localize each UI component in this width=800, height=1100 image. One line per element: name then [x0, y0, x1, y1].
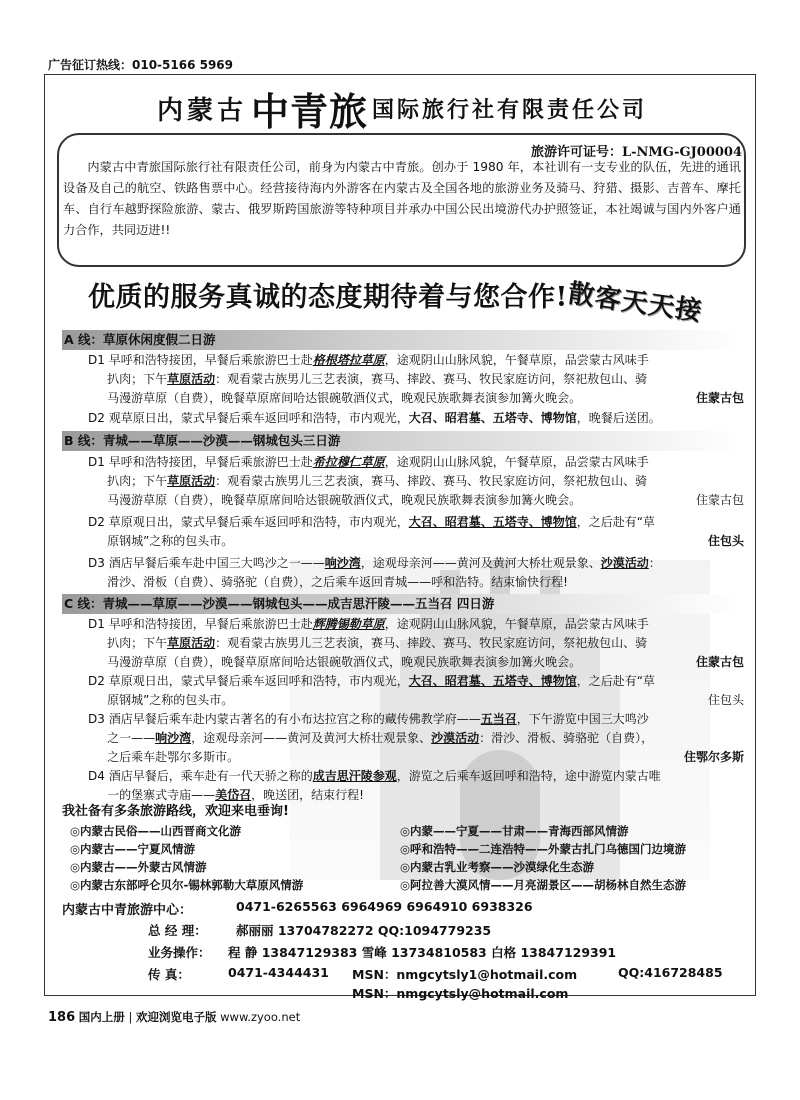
- center-label: 内蒙古中青旅游中心：: [62, 903, 193, 918]
- title-part-1: 内蒙古: [156, 95, 247, 126]
- gm-label: 总 经 理：: [148, 923, 207, 938]
- fax-number: 0471-4344431: [228, 965, 329, 980]
- route-c-day1-stay: 住蒙古包: [695, 655, 744, 669]
- route-c-day3-stay: 住鄂尔多斯: [683, 750, 744, 764]
- walk-in-stamp: 散客天天接: [566, 278, 705, 328]
- license-value: L-NMG-GJ00004: [621, 145, 742, 160]
- route-a-day2: D2 观草原日出，蒙式早餐后乘车返回呼和浩特，市内观光，大召、昭君墓、五塔寺、博物馆，晚餐后送团。: [88, 411, 661, 425]
- ops-label: 业务操作：: [148, 945, 211, 960]
- route-b-day3: D3 酒店早餐后乘车赴中国三大鸣沙之一——响沙湾，途观母亲河——黄河及黄河大桥壮观景象、沙漠活动： 滑沙、滑板（自费）、骑骆驼（自费），之后乘车返回青城——呼和浩特。结束愉快行程!: [88, 556, 661, 589]
- route-c-day4: D4 酒店早餐后，乘车赴有一代天骄之称的成吉思汗陵参观，游览之后乘车返回呼和浩特，途中游览内蒙古唯 一的堡寨式寺庙——美岱召，晚送团，结束行程!: [88, 769, 661, 802]
- title-part-3: 国际旅行社有限责任公司: [372, 96, 648, 123]
- route-b-day1-stay: 住蒙古包: [695, 493, 744, 507]
- more-routes-heading: 我社备有多条旅游路线，欢迎来电垂询!: [62, 804, 289, 819]
- footer-url[interactable]: www.zyoo.net: [220, 1010, 301, 1024]
- footer-section: 国内上册: [78, 1010, 125, 1024]
- page-number: 186: [48, 1010, 76, 1025]
- footer-text: 欢迎浏览电子版: [135, 1010, 217, 1024]
- ops-contacts: 程 静 13847129383 雪峰 13734810583 白格 13847129391: [228, 945, 617, 960]
- title-part-2: 中青旅: [250, 89, 368, 134]
- extra-route: ◎呼和浩特——二连浩特——外蒙古扎门乌德国门边境游: [400, 842, 687, 856]
- extra-route: ◎内蒙——宁夏——甘肃——青海西部风情游: [400, 824, 629, 838]
- company-title: [62, 84, 742, 132]
- route-b-day2: D2 草原观日出，蒙式早餐后乘车返回呼和浩特，市内观光，大召、昭君墓、五塔寺、博物馆，之后赴有“草 原钢城”之称的包头市。: [88, 515, 655, 548]
- extra-route: ◎内蒙古东部呼仑贝尔-锡林郭勒大草原风情游: [70, 878, 304, 892]
- route-a-heading: A 线：草原休闲度假二日游: [62, 330, 742, 350]
- extra-route: ◎内蒙古民俗——山西晋商文化游: [70, 824, 242, 838]
- msn-2: MSN：nmgcytsly@hotmail.com: [352, 986, 569, 1001]
- license-label: 旅游许可证号：: [530, 145, 622, 160]
- msn-1: MSN：nmgcytsly1@hotmail.com: [352, 967, 578, 982]
- company-intro: 内蒙古中青旅国际旅行社有限责任公司，前身为内蒙古中青旅。创办于 1980 年，本社训有一支专业的队伍，先进的通讯设备及自己的航空、铁路售票中心。经营接待海内外游客在内蒙古及全国各地的旅游业务及骑马、狩猎、摄影、吉普车、摩托车、自行车越野探险旅游、蒙古、俄罗斯跨国旅游等特种项目并承办中国公民出境游代办护照签证，本社竭诚与国内外客户通力合作，共同迈进!!: [63, 160, 741, 237]
- extra-route: ◎内蒙古乳业考察——沙漠绿化生态游: [400, 860, 595, 874]
- route-a-day1: D1 早呼和浩特接团，早餐后乘旅游巴士赴格根塔拉草原，途观阴山山脉风貌，午餐草原，品尝蒙古风味手 扒肉；下午草原活动：观看蒙古族男儿三艺表演，赛马、摔跤、赛马、牧民家庭访问，祭祀敖包山、骑 马漫游草原（自费），晚餐草原席间哈达银碗敬酒仪式，晚观民族歌舞表演参加篝火晚会。: [88, 353, 649, 405]
- route-b-day1: D1 早呼和浩特接团，早餐后乘旅游巴士赴希拉穆仁草原，途观阴山山脉风貌，午餐草原，品尝蒙古风味手 扒肉；下午草原活动：观看蒙古族男儿三艺表演，赛马、摔跤、赛马、牧民家庭访问，祭祀敖包山、骑 马漫游草原（自费），晚餐草原席间哈达银碗敬酒仪式，晚观民族歌舞表演参加篝火晚会。: [88, 455, 649, 507]
- route-b-heading: B 线：青城——草原——沙漠——钢城包头三日游: [62, 431, 742, 451]
- route-c-day3: D3 酒店早餐后乘车赴内蒙古著名的有小布达拉宫之称的藏传佛教学府——五当召，下午游览中国三大鸣沙 之一——响沙湾，途观母亲河——黄河及黄河大桥壮观景象、沙漠活动：滑沙、滑板、骑骆驼（自费）， 之后乘车赴鄂尔多斯市。: [88, 712, 654, 764]
- route-a-day1-stay: 住蒙古包: [695, 391, 744, 405]
- route-c-heading: C 线：青城——草原——沙漠——钢城包头——成吉思汗陵——五当召 四日游: [62, 594, 742, 614]
- extra-route: ◎内蒙古——外蒙古风情游: [70, 860, 207, 874]
- slogan: 优质的服务真诚的态度期待着与您合作!: [88, 282, 568, 313]
- footer-separator: |: [128, 1010, 133, 1024]
- route-c-day1: D1 早呼和浩特接团，早餐后乘旅游巴士赴辉腾锡勒草原，途观阴山山脉风貌，午餐草原，品尝蒙古风味手 扒肉；下午草原活动：观看蒙古族男儿三艺表演，赛马、摔跤、赛马、牧民家庭访问，祭祀敖包山、骑 马漫游草原（自费），晚餐草原席间哈达银碗敬酒仪式，晚观民族歌舞表演参加篝火晚会。: [88, 617, 649, 669]
- route-c-day2-stay: 住包头: [707, 693, 744, 707]
- ad-hotline: 广告征订热线：010-5166 5969: [48, 58, 234, 72]
- extra-route: ◎阿拉善大漠风情——月亮湖景区——胡杨林自然生态游: [400, 878, 687, 892]
- fax-label: 传 真：: [148, 967, 190, 982]
- route-c-day2: D2 草原观日出，蒙式早餐后乘车返回呼和浩特，市内观光，大召、昭君墓、五塔寺、博物馆，之后赴有“草 原钢城”之称的包头市。: [88, 674, 655, 707]
- center-phones: 0471-6265563 6964969 6964910 6938326: [236, 899, 533, 914]
- gm-contact: 郝丽丽 13704782272 QQ:1094779235: [236, 923, 492, 938]
- extra-route: ◎内蒙古——宁夏风情游: [70, 842, 196, 856]
- page-footer: [48, 1009, 300, 1025]
- qq-2: QQ:416728485: [618, 965, 723, 980]
- route-b-day2-stay: 住包头: [707, 534, 744, 548]
